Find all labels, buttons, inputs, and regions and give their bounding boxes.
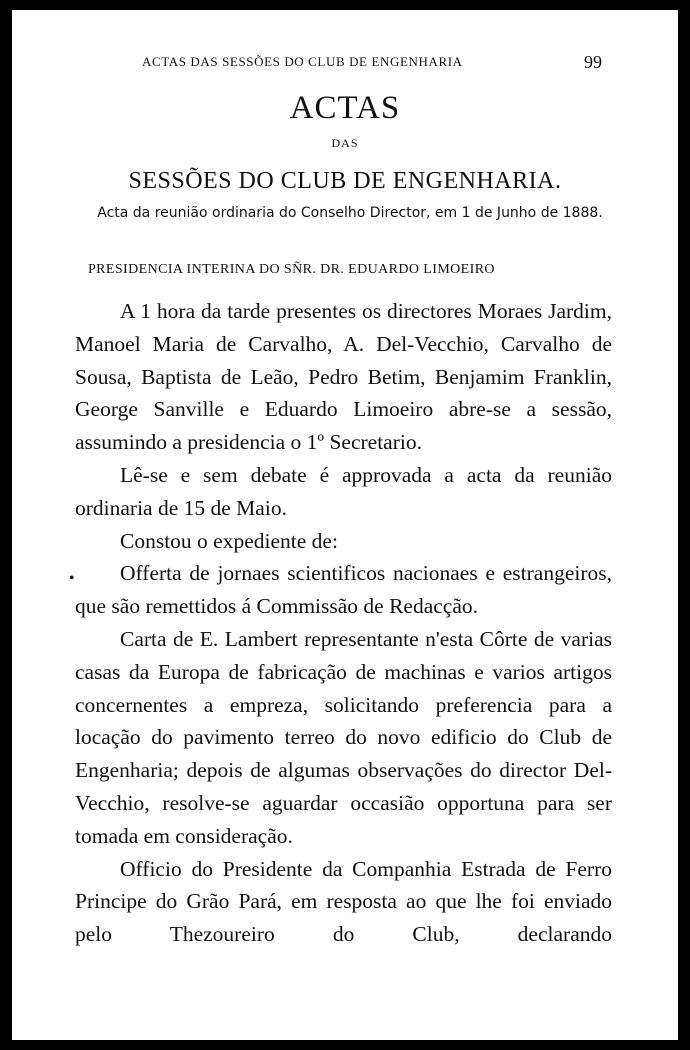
paragraph-journals: Offerta de jornaes scientificos nacionaes e estrangeiros, que são remettidos á Commissão de Redacção. [75,561,612,619]
running-title: ACTAS DAS SESSÕES DO CLUB DE ENGENHARIA [142,54,463,69]
document-page [12,10,678,1040]
running-header [12,52,678,76]
section-title: SESSÕES DO CLUB DE ENGENHARIA. [128,168,562,194]
minutes-body [75,295,612,951]
presidency-heading: PRESIDENCIA INTERINA DO SÑR. DR. EDUARDO LIMOEIRO [88,262,495,277]
paragraph-approval: Lê-se e sem debate é approvada a acta da reunião ordinaria de 15 de Maio. [75,462,612,520]
title-connector: DAS [331,136,359,150]
bullet-dot-icon: • [69,570,75,587]
paragraph-railway-letter: Officio do Presidente da Companhia Estrada de Ferro Principe do Grão Pará, em resposta ao que lhe foi enviado pelo Thezoureiro do Club, declarando [75,856,612,947]
meeting-subtitle: Acta da reunião ordinaria do Conselho Director, em 1 de Junho de 1888. [97,205,603,221]
paragraph-expediente: Constou o expediente de: [120,528,338,553]
paragraph-lambert-letter: Carta de E. Lambert representante n'esta Côrte de varias casas da Europa de fabricação de machinas e varios artigos concernentes a empreza, solicitando preferencia para a locação do pavimento terreo do novo edificio do Club de Engenharia; depois de algumas observações do director Del-Vecchio, resolve-se aguardar occasião opportuna para ser tomada em consideração. [75,626,612,848]
page-number: 99 [584,52,602,72]
page-title: ACTAS [289,90,401,126]
paragraph-opening: A 1 hora da tarde presentes os directores Moraes Jardim, Manoel Maria de Carvalho, A. Del-Vecchio, Carvalho de Sousa, Baptista de Leão, Pedro Betim, Benjamim Franklin, George Sanville e Eduardo Limoeiro abre-se a sessão, assumindo a presidencia o 1º Secretario. [75,299,612,455]
